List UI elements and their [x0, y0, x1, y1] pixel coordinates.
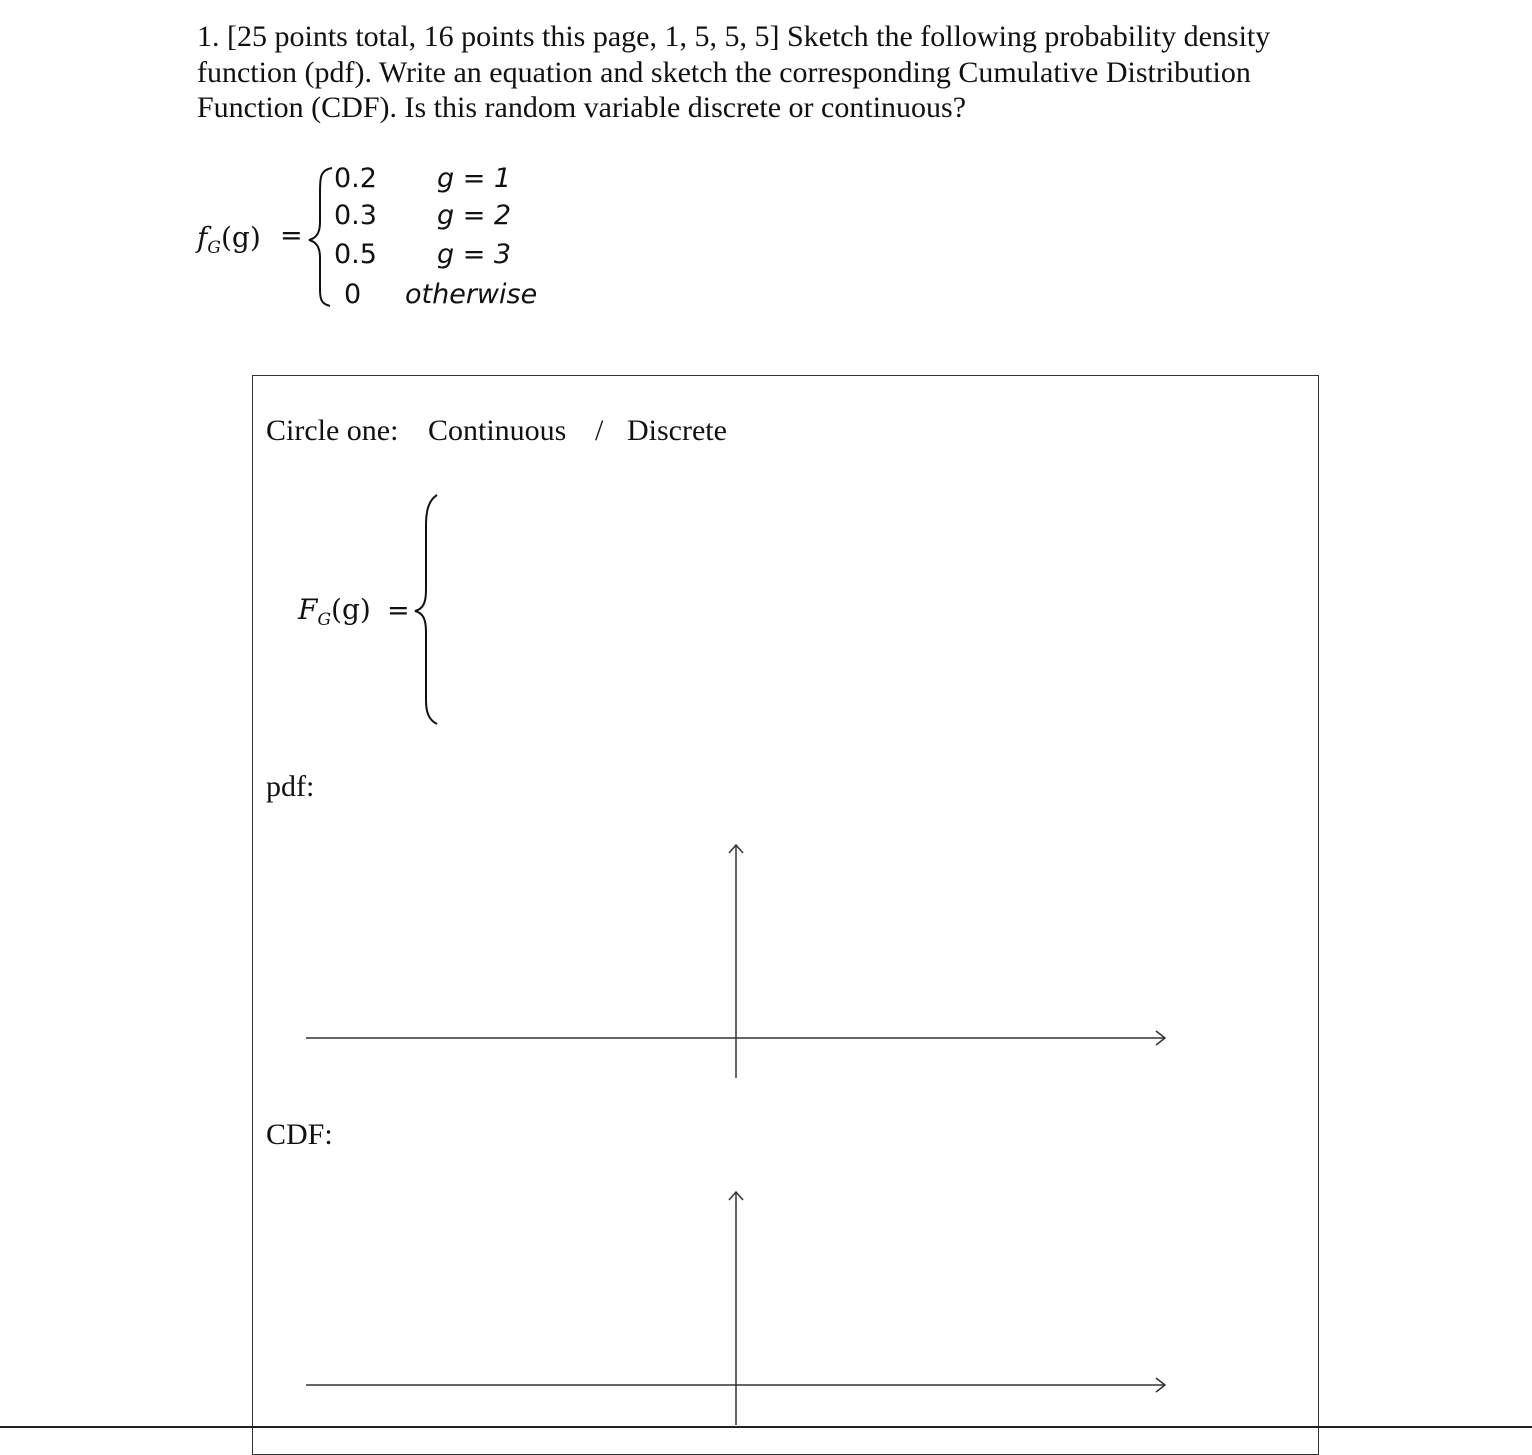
cdf-lhs-sub: G — [317, 610, 332, 630]
pdf-lhs-sub: G — [207, 238, 221, 258]
page-bottom-rule — [0, 1426, 1532, 1428]
case-value-2: 0.3 — [334, 200, 377, 231]
case-condition-1: g = 1 — [437, 163, 512, 194]
cdf-equals: = — [387, 595, 410, 626]
option-discrete[interactable]: Discrete — [627, 414, 727, 447]
option-separator: / — [595, 414, 604, 447]
pdf-axes[interactable] — [306, 845, 1165, 1078]
case-condition-2: g = 2 — [437, 200, 512, 231]
circle-one-label: Circle one: — [266, 414, 399, 447]
cdf-lhs-func: F — [298, 593, 318, 626]
pdf-equals: = — [280, 220, 303, 251]
case-value-3: 0.5 — [334, 239, 377, 270]
pdf-label: pdf: — [266, 770, 315, 803]
pdf-lhs-arg: (g) — [220, 221, 261, 254]
pdf-lhs-func: f — [197, 221, 208, 254]
cdf-lhs-arg: (g) — [331, 593, 371, 626]
case-condition-4: otherwise — [405, 279, 538, 310]
case-value-1: 0.2 — [334, 163, 377, 194]
case-value-4: 0 — [344, 279, 362, 310]
option-continuous[interactable]: Continuous — [428, 414, 567, 447]
cdf-label: CDF: — [266, 1118, 333, 1151]
case-condition-3: g = 3 — [437, 239, 512, 270]
question-text: 1. [25 points total, 16 points this page, 1, 5, 5, 5] Sketch the following probability density function (pdf). Write an equation and sketch the corresponding Cumulative Distribution Function (CDF). Is this random variable discrete or continuous? — [197, 20, 1271, 124]
cdf-axes[interactable] — [306, 1192, 1165, 1425]
